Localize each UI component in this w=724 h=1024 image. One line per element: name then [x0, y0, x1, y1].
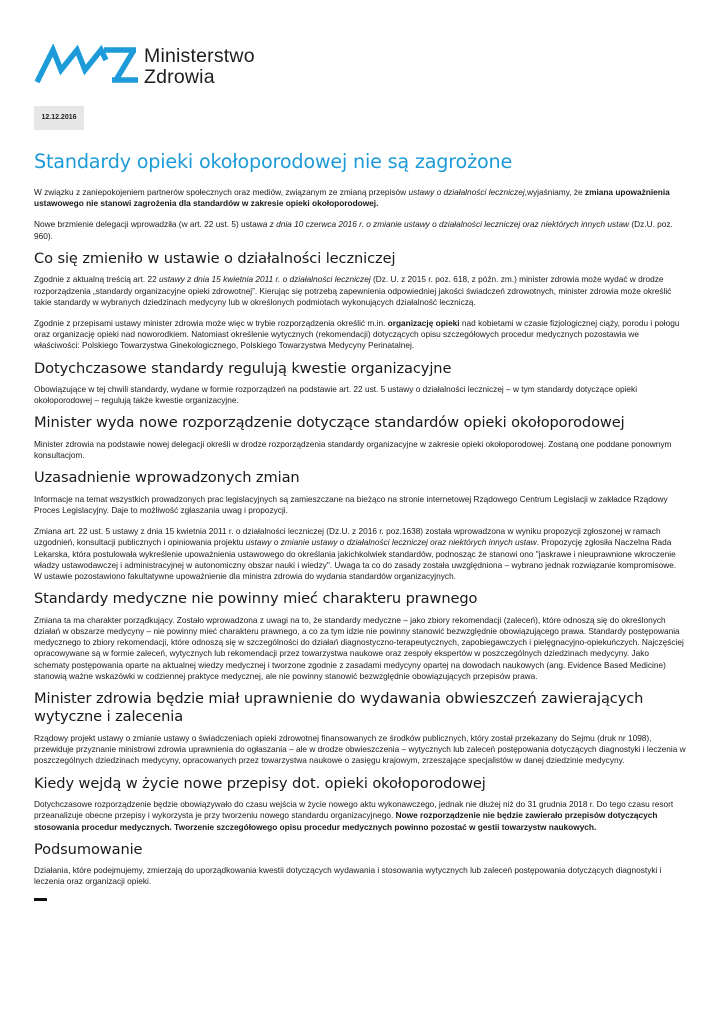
ministry-logo: [34, 40, 274, 90]
logo-line-1: Ministerstwo: [144, 45, 255, 67]
section-paragraph: Minister zdrowia na podstawie nowej delegacji określi w drodze rozporządzenia standardy organizacyjne w zakresie opieki okołoporodowej. Zostaną one poddane ponownym konsultacjom.: [34, 438, 672, 461]
ministry-logo-text: [144, 46, 255, 88]
article-content: [34, 150, 686, 901]
intro-paragraph-2: Nowe brzmienie delegacji wprowadziła (w art. 22 ust. 5) ustawa z dnia 10 czerwca 2016 r. o zmianie ustawy o działalności leczniczej oraz niektórych innych ustaw (Dz.U. poz. 960).: [34, 219, 673, 241]
logo-line-2: Zdrowia: [144, 66, 215, 88]
section-paragraph: Informacje na temat wszystkich prowadzonych prac legislacyjnych są zamieszczane na bieżąco na stronie internetowej Rządowego Centrum Legislacji w zakładce Rządowy Proces Legislacyjny. Daje to możliwość zgłaszania uwag i propozycji.: [34, 493, 668, 516]
section-heading: Co się zmieniło w ustawie o działalności leczniczej: [34, 249, 396, 267]
section-heading: Dotychczasowe standardy regulują kwestie organizacyjne: [34, 359, 452, 377]
section-heading: Kiedy wejdą w życie nowe przepisy dot. opieki okołoporodowej: [34, 774, 486, 792]
section-paragraph: Zgodnie z aktualną treścią art. 22 ustawy z dnia 15 kwietnia 2011 r. o działalności leczniczej (Dz. U. z 2015 r. poz. 618, z późn. zm.) minister zdrowia może wydać w drodze rozporządzenia „standardy organizacyjne opieki zdrowotnej”. Kierując się potrzebą zapewnienia odpowiedniej jakości świadczeń zdrowotnych, minister zdrowia może określić takie standardy w wybranych dziedzinach medycyny lub w określonych podmiotach wykonujących działalność leczniczą.: [34, 274, 672, 307]
intro-paragraph-1: W związku z zaniepokojeniem partnerów społecznych oraz mediów, związanym ze zmianą przepisów ustawy o działalności leczniczej,wyjaśniamy, że zmiana upoważnienia ustawowego nie stanowi zagrożenia dla standardów w zakresie opieki okołoporodowej.: [34, 187, 670, 209]
end-of-article-mark: [34, 898, 47, 901]
section-paragraph: Zmiana ta ma charakter porządkujący. Zostało wprowadzona z uwagi na to, że standardy medyczne – jako zbiory rekomendacji (zaleceń), które odnoszą się do określonych działań w obszarze medycyny – nie powinny mieć charakteru prawnego, a co za tym idzie nie powinny stanowić bezwzględnie obowiązującego prawa. Standardy postępowania medycznego to zbiory rekomendacji, które odnoszą się w szczególności do działań diagnostyczno-terapeutycznych, zapobiegawczych i pielęgnacyjno-opiekuńczych. Najczęściej opracowywane są w formie zaleceń, wytycznych lub rekomendacji przez towarzystwa naukowe oraz zespoły ekspertów w poszczególnych dziedzinach medycyny. Jako schematy postępowania oparte na aktualnej wiedzy medycznej i tworzone zgodnie z zasadami medycyny opartej na dowodach naukowych (ang. Evidence Based Medicine) stanowią ważne wskazówki w codziennej praktyce medycznej, ale nie powinny stanowić bezwzględnie obowiązujących przepisów prawa.: [34, 614, 684, 681]
section-paragraph: Rządowy projekt ustawy o zmianie ustawy o świadczeniach opieki zdrowotnej finansowanych ze środków publicznych, który został przekazany do Sejmu (druk nr 1098), przewiduje przyznanie ministrowi zdrowia uprawnienia do ogłaszania – ale w drodze obwieszczenia – wytycznych lub zaleceń postępowania dotyczących diagnostyki i leczenia w poszczególnych dziedzinach medycyny, opracowanych przez towarzystwa naukowe o zasięgu krajowym, zrzeszające specjalistów w danej dziedzinie medycyny.: [34, 732, 686, 766]
section-heading: Standardy medyczne nie powinny mieć charakteru prawnego: [34, 590, 478, 608]
ministry-logo-icon: [34, 44, 138, 86]
section-heading: Minister wyda nowe rozporządzenie dotyczące standardów opieki okołoporodowej: [34, 414, 625, 432]
section-heading: Uzasadnienie wprowadzonych zmian: [34, 469, 300, 487]
article-title: Standardy opieki okołoporodowej nie są zagrożone: [34, 150, 513, 173]
section-paragraph: Działania, które podejmujemy, zmierzają do uporządkowania kwestii dotyczących wydawania i stosowania wytycznych lub zaleceń postępowania dotyczących diagnostyki i leczenia oraz organizacji opieki.: [34, 865, 662, 887]
section-paragraph: Obowiązujące w tej chwili standardy, wydane w formie rozporządzeń na podstawie art. 22 ust. 5 ustawy o działalności leczniczej – w tym standardy dotyczące opieki okołoporodowej – regulują także kwestie organizacyjne.: [34, 384, 638, 406]
publication-date: 12.12.2016: [34, 106, 84, 130]
section-heading: Podsumowanie: [34, 840, 143, 858]
section-paragraph: Dotychczasowe rozporządzenie będzie obowiązywało do czasu wejścia w życie nowego aktu wykonawczego, jednak nie dłużej niż do 31 grudnia 2018 r. Do tego czasu resort przeanalizuje obecne przepisy i wykorzysta je przy tworzeniu nowego standardu organizacyjnego. Nowe rozporządzenie nie będzie zawierało przepisów dotyczących stosowania procedur medycznych. Tworzenie szczegółowego opisu procedur medycznych powinno pozostać w gestii towarzystw naukowych.: [34, 799, 674, 832]
section-paragraph: Zmiana art. 22 ust. 5 ustawy z dnia 15 kwietnia 2011 r. o działalności leczniczej (Dz.U. z 2016 r. poz.1638) została wprowadzona w wyniku propozycji zgłoszonej w ramach uzgodnień, konsultacji publicznych i opiniowania projektu ustawy o zmianie ustawy o działalności leczniczej oraz niektórych innych ustaw. Propozycję zgłosiła Naczelna Rada Lekarska, która postulowała wykreślenie upoważnienia ustawowego do określania jakichkolwiek standardów, podnosząc że stanowi ono "jaskrawe i nieuprawnione wkroczenie władzy ustawodawczej i administracyjnej w autonomiczny obszar nauki i wiedzy". Uwaga ta co do zasady została uwzględniona – wybrano jednak rozwiązanie kompromisowe. W ustawie pozostawiono fakultatywne upoważnienie dla ministra zdrowia do wydania standardów organizacyjnych.: [34, 526, 677, 582]
section-paragraph: Zgodnie z przepisami ustawy minister zdrowia może więc w trybie rozporządzenia określić m.in. organizację opieki nad kobietami w czasie fizjologicznej ciąży, porodu i połogu oraz organizację opieki nad noworodkiem. Natomiast określenie wytycznych (rekomendacji) dotyczących opisu szczegółowych procedur medycznych pozostawia we właściwości: Polskiego Towarzystwa Ginekologicznego, Polskiego Towarzystwa Medycyny Perinatalnej.: [34, 317, 680, 351]
section-heading: Minister zdrowia będzie miał uprawnienie do wydawania obwieszczeń zawierających wytyczne i zalecenia: [34, 689, 644, 726]
